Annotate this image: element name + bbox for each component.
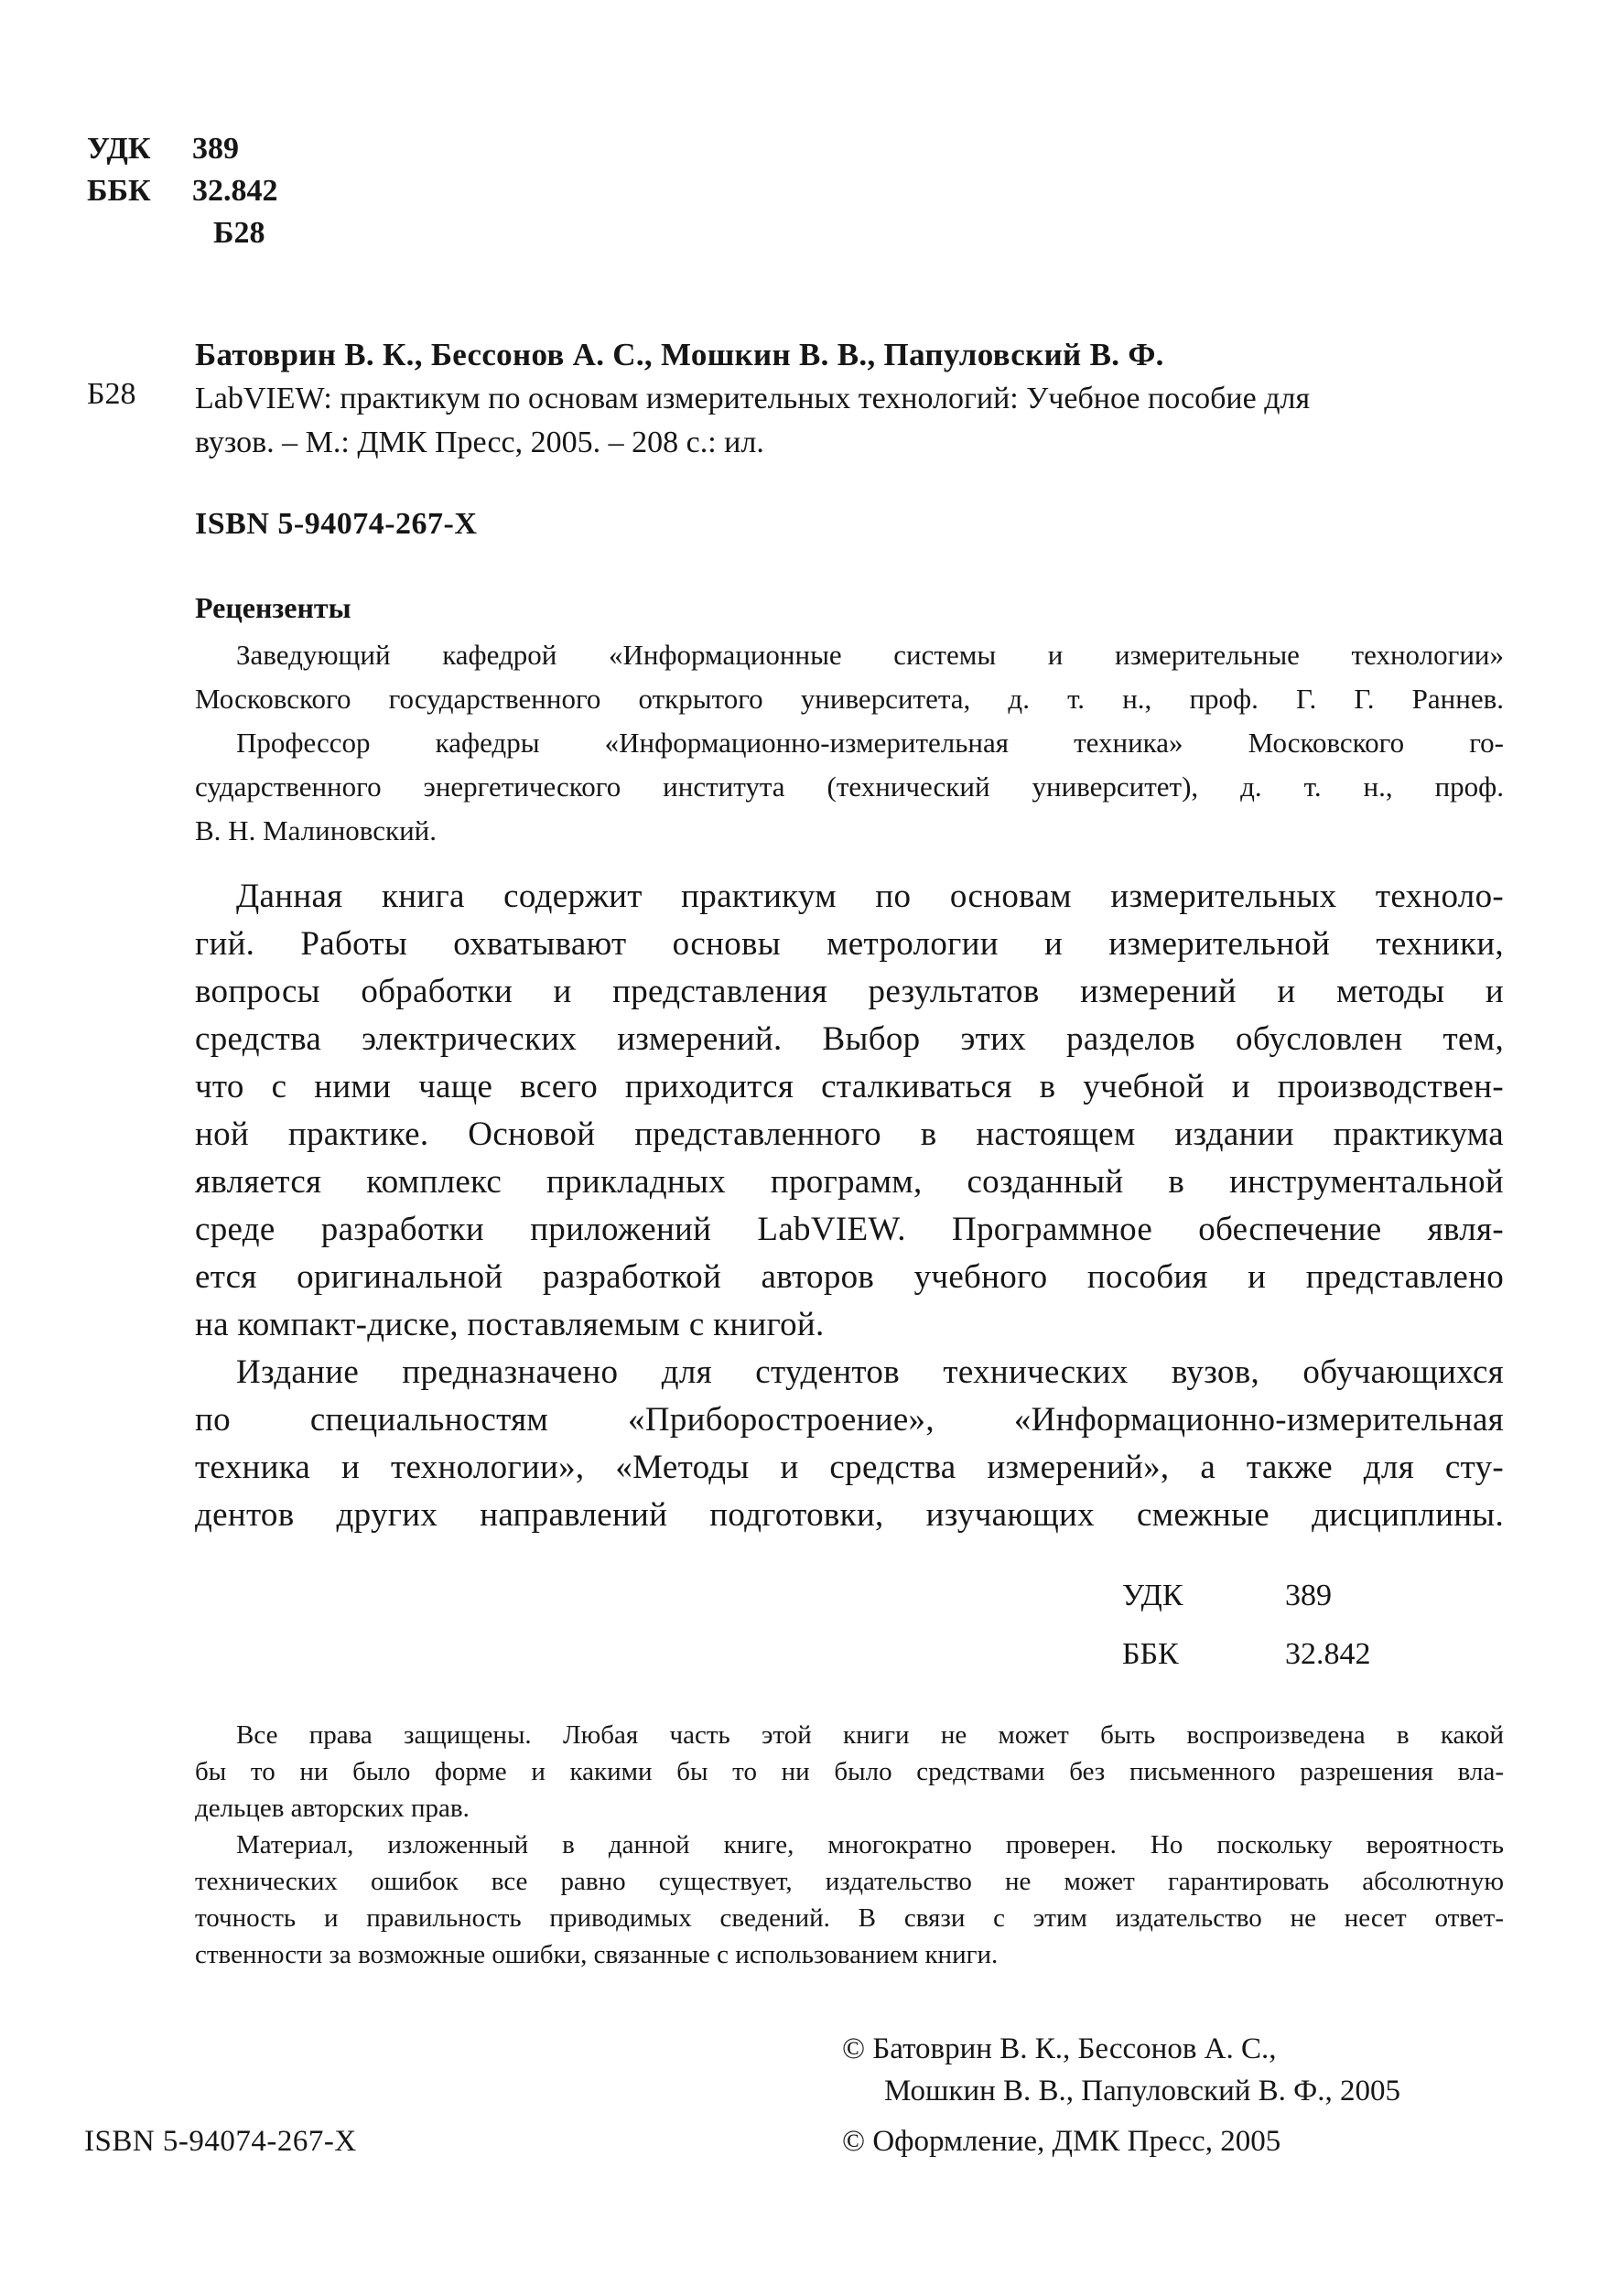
annotation-line: ной практике. Основой представленного в настоящем издании практикума bbox=[195, 1116, 1504, 1153]
classification-bottom-block bbox=[1122, 1567, 1371, 1684]
legal-line: Все права защищены. Любая часть этой книги не может быть воспроизведена в какой bbox=[236, 1720, 1504, 1750]
udk-value: 389 bbox=[192, 132, 239, 166]
author-sign-row bbox=[87, 212, 278, 254]
legal-line: Материал, изложенный в данной книге, многократно проверен. Но поскольку вероятность bbox=[236, 1830, 1504, 1859]
annotation-line: по специальностям «Приборостроение», «Информационно-измерительная bbox=[195, 1401, 1504, 1439]
design-copyright: © Оформление, ДМК Пресс, 2005 bbox=[842, 2125, 1281, 2158]
annotation-line: дентов других направлений подготовки, изучающих смежные дисциплины. bbox=[195, 1496, 1504, 1534]
legal-line: технических ошибок все равно существует, издательство не может гарантировать абсолютную bbox=[195, 1867, 1504, 1896]
reviewer-line: Профессор кафедры «Информационно-измерительная техника» Московского го- bbox=[236, 727, 1504, 759]
authors-line: Батоврин В. К., Бессонов А. С., Мошкин В. В., Папуловский В. Ф. bbox=[195, 337, 1164, 372]
annotation-line: вопросы обработки и представления результатов измерений и методы и bbox=[195, 973, 1504, 1010]
reviewers-heading: Рецензенты bbox=[195, 591, 351, 624]
legal-line: ственности за возможные ошибки, связанные с использованием книги. bbox=[195, 1940, 999, 1969]
udk-label: УДК bbox=[1122, 1579, 1183, 1612]
annotation-line: средства электрических измерений. Выбор этих разделов обусловлен тем, bbox=[195, 1020, 1504, 1058]
udk-value: 389 bbox=[1285, 1579, 1332, 1612]
bbk-row bbox=[87, 170, 278, 212]
bbk-value: 32.842 bbox=[1285, 1637, 1371, 1671]
annotation-block bbox=[195, 873, 1504, 1539]
copyright-line: © Батоврин В. К., Бессонов А. С., bbox=[842, 2032, 1277, 2065]
reviewer-line: сударственного энергетического института (технический университет), д. т. н., проф. bbox=[195, 771, 1504, 803]
record-line: LabVIEW: практикум по основам измерительных технологий: Учебное пособие для bbox=[195, 382, 1311, 415]
reviewer-line: Заведующий кафедрой «Информационные системы и измерительные технологии» bbox=[236, 639, 1504, 671]
reviewers-block bbox=[195, 633, 1504, 853]
reviewer-line: В. Н. Малиновский. bbox=[195, 814, 438, 846]
copyright-line: Мошкин В. В., Папуловский В. Ф., 2005 bbox=[884, 2075, 1400, 2107]
annotation-line: на компакт-диске, поставляемым с книгой. bbox=[195, 1306, 825, 1343]
legal-line: дельцев авторских прав. bbox=[195, 1794, 470, 1823]
classification-top-block bbox=[87, 128, 278, 254]
reviewer-line: Московского государственного открытого университета, д. т. н., проф. Г. Г. Раннев. bbox=[195, 683, 1504, 715]
author-sign: Б28 bbox=[213, 216, 265, 250]
udk-label: УДК bbox=[87, 132, 151, 166]
isbn-bottom: ISBN 5-94074-267-X bbox=[84, 2125, 357, 2158]
annotation-line: техника и технологии», «Методы и средства измерений», а также для сту- bbox=[195, 1449, 1504, 1486]
udk-row bbox=[1122, 1567, 1371, 1625]
copyright-block bbox=[842, 2028, 1400, 2112]
annotation-line: гий. Работы охватывают основы метрологии и измерительной техники, bbox=[195, 925, 1504, 963]
legal-line: точность и правильность приводимых сведений. В связи с этим издательство не несет ответ- bbox=[195, 1903, 1504, 1933]
udk-row bbox=[87, 128, 278, 170]
bbk-label: ББК bbox=[1122, 1637, 1179, 1671]
annotation-line: Издание предназначено для студентов технических вузов, обучающихся bbox=[236, 1353, 1504, 1391]
annotation-line: ется оригинальной разработкой авторов учебного пособия и представлено bbox=[195, 1258, 1504, 1296]
legal-notice-block bbox=[195, 1717, 1504, 1973]
bbk-value: 32.842 bbox=[192, 174, 278, 208]
annotation-line: Данная книга содержит практикум по основам измерительных техноло- bbox=[236, 878, 1504, 915]
legal-line: бы то ни было форме и какими бы то ни было средствами без письменного разрешения вла- bbox=[195, 1757, 1504, 1786]
isbn-top: ISBN 5-94074-267-X bbox=[195, 507, 478, 541]
annotation-line: среде разработки приложений LabVIEW. Программное обеспечение явля- bbox=[195, 1211, 1504, 1248]
record-line: вузов. – М.: ДМК Пресс, 2005. – 208 с.: ил. bbox=[195, 426, 764, 459]
annotation-line: что с ними чаще всего приходится сталкиваться в учебной и производствен- bbox=[195, 1068, 1504, 1105]
record-author-sign: Б28 bbox=[87, 377, 136, 411]
bbk-row bbox=[1122, 1625, 1371, 1684]
bibliographic-record bbox=[195, 377, 1504, 465]
annotation-line: является комплекс прикладных программ, созданный в инструментальной bbox=[195, 1163, 1504, 1201]
bbk-label: ББК bbox=[87, 174, 151, 208]
